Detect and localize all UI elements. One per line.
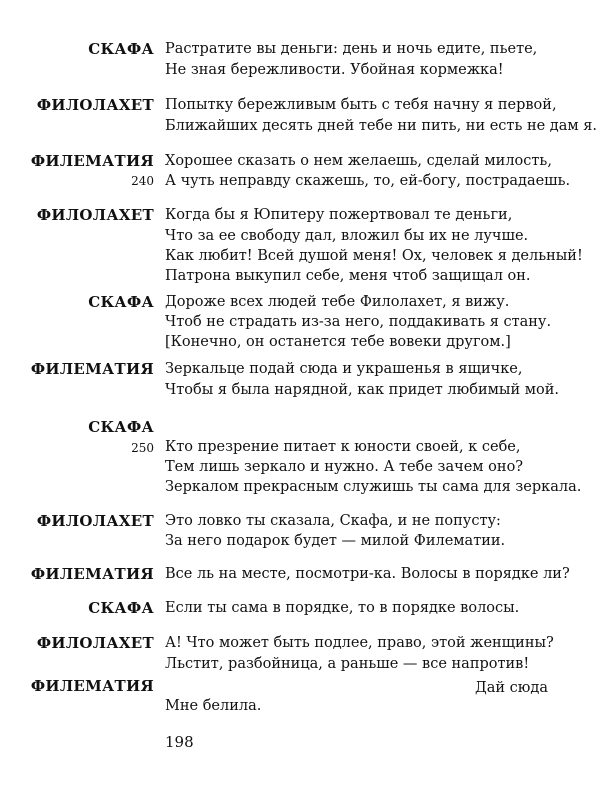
verse-line: Дороже всех людей тебе Филолахет, я вижу.: [165, 294, 510, 310]
verse-line: [Конечно, он останется тебе вовеки другом.]: [165, 334, 511, 350]
verse-line: Растратите вы деньги: день и ночь едите, пьете,: [165, 41, 538, 57]
page-number: 198: [165, 733, 194, 751]
verse-line: Когда бы я Юпитеру пожертвовал те деньги,: [165, 207, 513, 223]
verse-line: Чтобы я была нарядной, как придет любимый мой.: [165, 382, 560, 398]
speaker-name: СКАФА: [88, 40, 154, 58]
verse-line: Как любит! Всей душой меня! Ох, человек я дельный!: [165, 248, 583, 264]
verse-line: Зеркальце подай сюда и украшенья в ящичке,: [165, 361, 523, 377]
verse-line: Зеркалом прекрасным служишь ты сама для зеркала.: [165, 479, 582, 495]
verse-line-continued: Дай сюда: [474, 680, 548, 696]
speaker-name: ФИЛОЛАХЕТ: [36, 206, 154, 224]
verse-line: Если ты сама в порядке, то в порядке волосы.: [165, 600, 520, 616]
verse-line: А! Что может быть подлее, право, этой женщины?: [165, 635, 554, 651]
speaker-name: ФИЛЕМАТИЯ: [30, 677, 154, 695]
verse-line: Льстит, разбойница, а раньше — все напротив!: [165, 656, 530, 672]
line-number: 240: [131, 174, 154, 188]
verse-line: Все ль на месте, посмотри-ка. Волосы в порядке ли?: [165, 566, 570, 582]
line-number: 250: [131, 441, 154, 455]
verse-line: Ближайших десять дней тебе ни пить, ни есть не дам я.: [165, 118, 598, 134]
verse-line: Тем лишь зеркало и нужно. А тебе зачем оно?: [165, 459, 524, 475]
speaker-name: СКАФА: [88, 599, 154, 617]
verse-line: А чуть неправду скажешь, то, ей-богу, пострадаешь.: [165, 173, 571, 189]
speaker-name: ФИЛЕМАТИЯ: [30, 565, 154, 583]
verse-line: Это ловко ты сказала, Скафа, и не попусту:: [165, 513, 501, 529]
speaker-name: ФИЛОЛАХЕТ: [36, 634, 154, 652]
verse-line: За него подарок будет — милой Филематии.: [165, 533, 506, 549]
verse-line: Не зная бережливости. Убойная кормежка!: [165, 62, 504, 78]
verse-line: Патрона выкупил себе, меня чтоб защищал он.: [165, 268, 531, 284]
verse-line: Хорошее сказать о нем желаешь, сделай милость,: [165, 153, 552, 169]
verse-line: Кто презрение питает к юности своей, к себе,: [165, 439, 521, 455]
verse-line: Чтоб не страдать из-за него, поддакивать я стану.: [165, 314, 552, 330]
speaker-name: ФИЛЕМАТИЯ: [30, 360, 154, 378]
verse-line: Попытку бережливым быть с тебя начну я первой,: [165, 97, 557, 113]
speaker-name: ФИЛОЛАХЕТ: [36, 96, 154, 114]
verse-line: Мне белила.: [165, 698, 262, 714]
speaker-name: ФИЛОЛАХЕТ: [36, 512, 154, 530]
speaker-name: СКАФА: [88, 293, 154, 311]
speaker-name: СКАФА: [88, 418, 154, 436]
speaker-name: ФИЛЕМАТИЯ: [30, 152, 154, 170]
verse-line: Что за ее свободу дал, вложил бы их не лучше.: [165, 228, 529, 244]
